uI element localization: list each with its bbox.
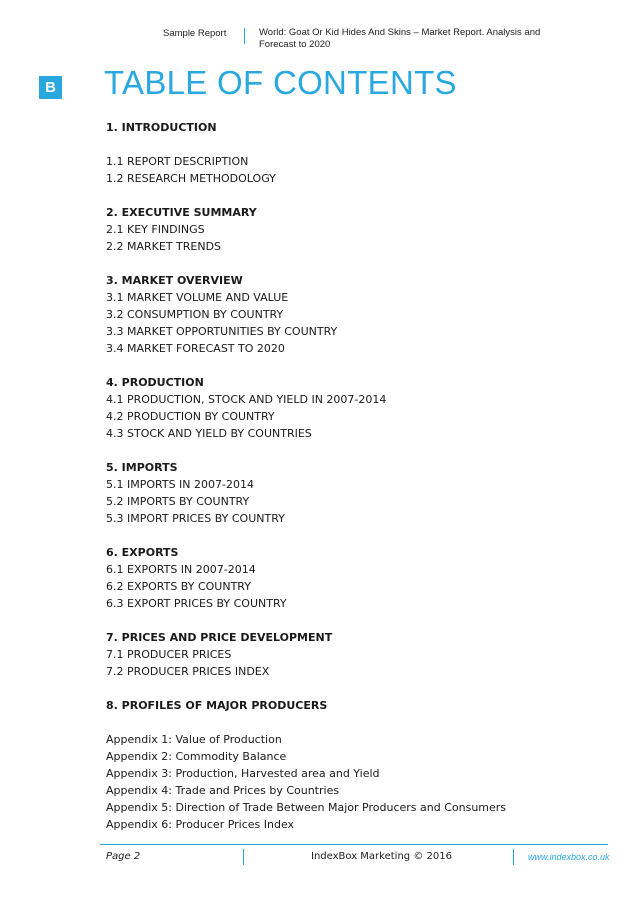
toc-section-heading: 6. EXPORTS [106, 546, 179, 559]
footer-copyright: IndexBox Marketing © 2016 [311, 851, 452, 862]
toc-section-heading: 7. PRICES AND PRICE DEVELOPMENT [106, 631, 333, 644]
header-divider [244, 28, 245, 44]
toc-entry: 6.2 EXPORTS BY COUNTRY [106, 580, 251, 593]
toc-entry: 5.2 IMPORTS BY COUNTRY [106, 495, 250, 508]
page-number: Page 2 [106, 851, 141, 862]
table-of-contents [106, 119, 606, 833]
toc-section-heading: 5. IMPORTS [106, 461, 178, 474]
header-report-title: World: Goat Or Kid Hides And Skins – Market Report. Analysis and Forecast to 2020 [259, 27, 541, 50]
indexbox-logo: B [39, 76, 62, 99]
toc-section-heading: 8. PROFILES OF MAJOR PRODUCERS [106, 699, 328, 712]
toc-entry: Appendix 3: Production, Harvested area and Yield [106, 767, 380, 780]
toc-entry: 7.1 PRODUCER PRICES [106, 648, 232, 661]
toc-entry: Appendix 2: Commodity Balance [106, 750, 287, 763]
toc-entry: 5.3 IMPORT PRICES BY COUNTRY [106, 512, 285, 525]
toc-entry: Appendix 5: Direction of Trade Between Major Producers and Consumers [106, 801, 507, 814]
toc-entry: Appendix 6: Producer Prices Index [106, 818, 295, 831]
toc-entry: 4.2 PRODUCTION BY COUNTRY [106, 410, 275, 423]
toc-entry: 6.1 EXPORTS IN 2007-2014 [106, 563, 256, 576]
toc-entry: 3.4 MARKET FORECAST TO 2020 [106, 342, 285, 355]
toc-entry: 5.1 IMPORTS IN 2007-2014 [106, 478, 254, 491]
toc-entry: 4.3 STOCK AND YIELD BY COUNTRIES [106, 427, 312, 440]
toc-entry: 3.2 CONSUMPTION BY COUNTRY [106, 308, 284, 321]
toc-entry: 2.1 KEY FINDINGS [106, 223, 205, 236]
toc-entry: 6.3 EXPORT PRICES BY COUNTRY [106, 597, 287, 610]
footer-website-link[interactable]: www.indexbox.co.uk [528, 852, 610, 862]
page-title: TABLE OF CONTENTS [104, 64, 457, 101]
toc-entry: Appendix 4: Trade and Prices by Countries [106, 784, 340, 797]
toc-section-heading: 3. MARKET OVERVIEW [106, 274, 243, 287]
toc-entry: 3.1 MARKET VOLUME AND VALUE [106, 291, 289, 304]
footer-divider [243, 849, 244, 865]
toc-entry: 7.2 PRODUCER PRICES INDEX [106, 665, 270, 678]
toc-entry: 4.1 PRODUCTION, STOCK AND YIELD IN 2007-2014 [106, 393, 387, 406]
header-report-type: Sample Report [163, 28, 227, 39]
footer-rule [100, 844, 608, 845]
toc-entry: 2.2 MARKET TRENDS [106, 240, 222, 253]
toc-entry: 1.2 RESEARCH METHODOLOGY [106, 172, 276, 185]
toc-section-heading: 1. INTRODUCTION [106, 121, 217, 134]
toc-entry: Appendix 1: Value of Production [106, 733, 282, 746]
toc-section-heading: 4. PRODUCTION [106, 376, 204, 389]
footer-divider [513, 849, 514, 865]
toc-section-heading: 2. EXECUTIVE SUMMARY [106, 206, 257, 219]
toc-entry: 1.1 REPORT DESCRIPTION [106, 155, 249, 168]
toc-entry: 3.3 MARKET OPPORTUNITIES BY COUNTRY [106, 325, 338, 338]
